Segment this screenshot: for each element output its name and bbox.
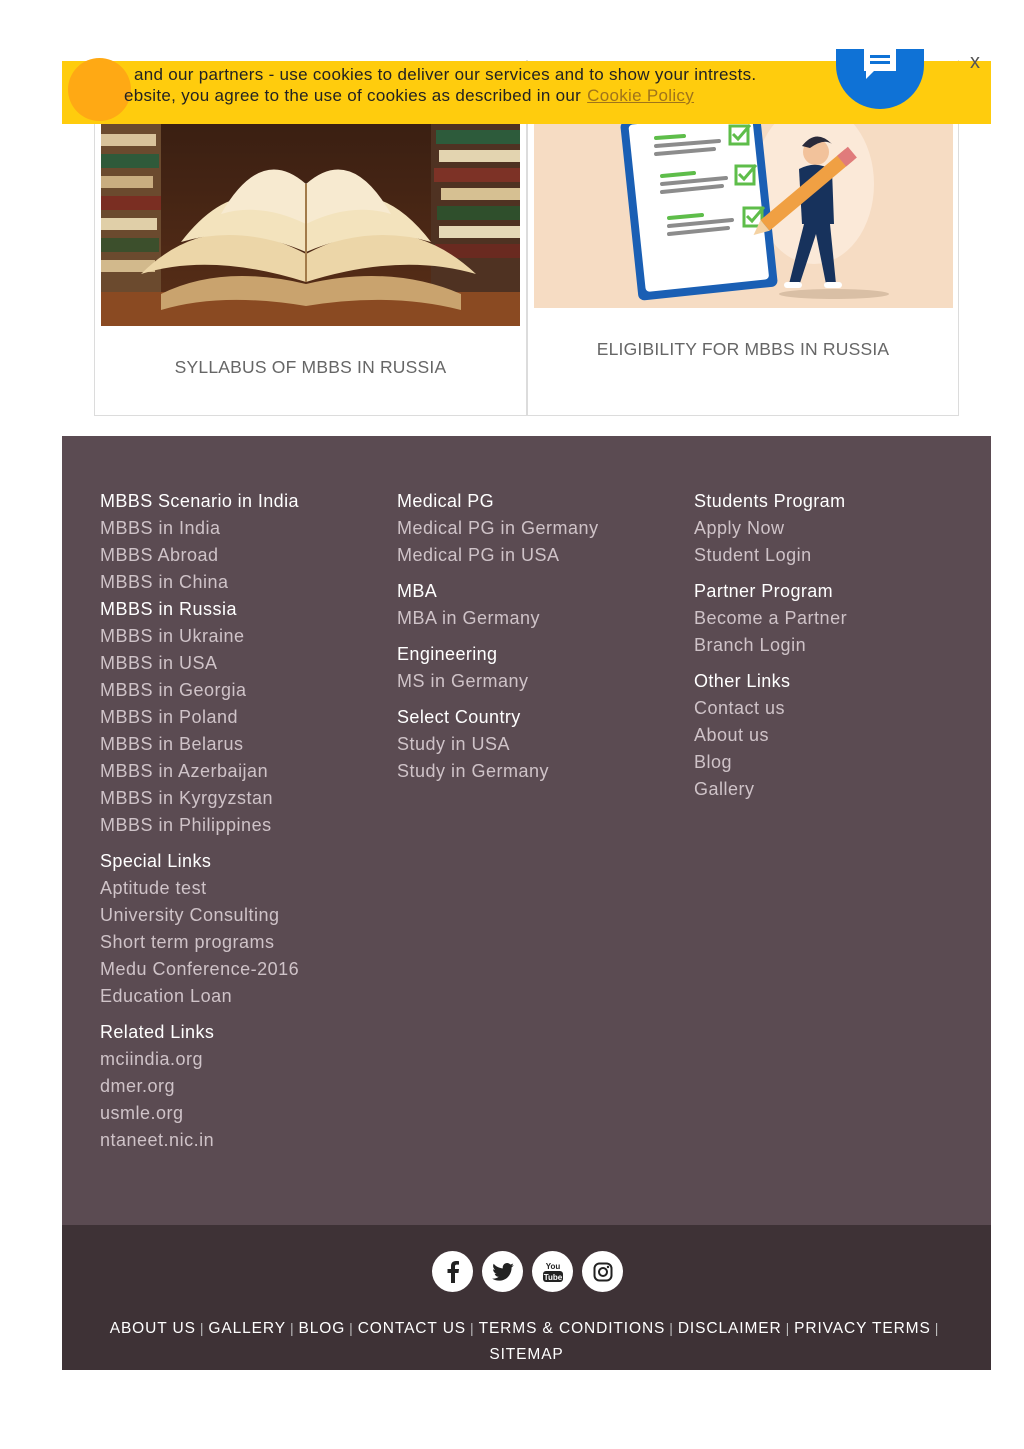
- twitter-icon[interactable]: [482, 1251, 523, 1292]
- footer-links-section: [62, 436, 991, 1225]
- footer-link-mciindia-org[interactable]: mciindia.org: [100, 1049, 204, 1069]
- separator: |: [199, 1320, 205, 1336]
- separator: |: [785, 1320, 791, 1336]
- books-image[interactable]: [101, 124, 520, 326]
- bottom-nav: [62, 1315, 991, 1368]
- footer-link-blog[interactable]: Blog: [694, 752, 733, 772]
- footer-link-mbbs-in-kyrgyzstan[interactable]: MBBS in Kyrgyzstan: [100, 788, 274, 808]
- footer-heading-other-links: Other Links: [694, 671, 791, 691]
- blog-link[interactable]: BLOG: [298, 1320, 346, 1337]
- footer-heading-special-links: Special Links: [100, 851, 212, 871]
- social-links: [432, 1251, 623, 1292]
- cookie-badge-icon: [68, 58, 131, 121]
- bottom-nav-row-1: [62, 1315, 991, 1342]
- footer-link-mbbs-in-russia[interactable]: MBBS in Russia: [100, 599, 238, 619]
- separator: |: [934, 1320, 940, 1336]
- footer-link-mbbs-in-usa[interactable]: MBBS in USA: [100, 653, 218, 673]
- footer-link-gallery[interactable]: Gallery: [694, 779, 755, 799]
- footer-link-apply-now[interactable]: Apply Now: [694, 518, 785, 538]
- footer-column-3: [694, 488, 847, 803]
- eligibility-title[interactable]: ELIGIBILITY FOR MBBS IN RUSSIA: [596, 339, 890, 359]
- footer-link-mbbs-in-india[interactable]: MBBS in India: [100, 518, 221, 538]
- separator: |: [470, 1320, 475, 1336]
- footer-heading-medical-pg: Medical PG: [397, 491, 495, 511]
- gallery-link[interactable]: GALLERY: [208, 1320, 286, 1337]
- separator: |: [349, 1320, 354, 1336]
- facebook-icon[interactable]: [432, 1251, 473, 1292]
- footer-column-1: [100, 488, 299, 1154]
- footer-link-medu-conference-2016[interactable]: Medu Conference-2016: [100, 959, 300, 979]
- footer-link-short-term-programs[interactable]: Short term programs: [100, 932, 275, 952]
- chat-button[interactable]: [836, 49, 924, 109]
- contact-us-link[interactable]: CONTACT US: [357, 1320, 467, 1337]
- footer-link-mbbs-in-georgia[interactable]: MBBS in Georgia: [100, 680, 247, 700]
- privacy-terms-link[interactable]: PRIVACY TERMS: [794, 1320, 931, 1337]
- separator: |: [289, 1320, 295, 1336]
- footer-link-mbbs-in-azerbaijan[interactable]: MBBS in Azerbaijan: [100, 761, 269, 781]
- chat-icon: [862, 49, 898, 85]
- footer-link-contact-us[interactable]: Contact us: [694, 698, 786, 718]
- footer-link-medical-pg-in-germany[interactable]: Medical PG in Germany: [397, 518, 599, 538]
- cookie-line-2-text: ebsite, you agree to the use of cookies as described in our: [124, 86, 582, 105]
- instagram-icon[interactable]: [582, 1251, 623, 1292]
- footer-link-become-a-partner[interactable]: Become a Partner: [694, 608, 848, 628]
- footer-link-dmer-org[interactable]: dmer.org: [100, 1076, 176, 1096]
- footer-link-study-in-germany[interactable]: Study in Germany: [397, 761, 550, 781]
- separator: |: [669, 1320, 674, 1336]
- footer-heading-engineering: Engineering: [397, 644, 498, 664]
- footer-link-university-consulting[interactable]: University Consulting: [100, 905, 280, 925]
- footer-heading-related-links: Related Links: [100, 1022, 215, 1042]
- bottom-nav-row-2: [62, 1342, 991, 1368]
- disclaimer-link[interactable]: DISCLAIMER: [677, 1320, 782, 1337]
- footer-link-ms-in-germany[interactable]: MS in Germany: [397, 671, 529, 691]
- about-us-link[interactable]: ABOUT US: [109, 1320, 196, 1337]
- svg-text:You: You: [545, 1261, 560, 1271]
- footer-link-student-login[interactable]: Student Login: [694, 545, 812, 565]
- footer-link-ntaneet-nic-in[interactable]: ntaneet.nic.in: [100, 1130, 215, 1150]
- cookie-line-1: and our partners - use cookies to deliver our services and to show your intrests.: [134, 65, 757, 84]
- cookie-close-button[interactable]: x: [970, 51, 980, 73]
- svg-text:Tube: Tube: [543, 1272, 562, 1282]
- footer-heading-mba: MBA: [397, 581, 438, 601]
- sitemap-link[interactable]: SITEMAP: [489, 1346, 564, 1363]
- cookie-message: [124, 64, 757, 106]
- footer-heading-partner-program: Partner Program: [694, 581, 834, 601]
- footer-heading-mbbs-scenario-in-india: MBBS Scenario in India: [100, 491, 299, 511]
- syllabus-title[interactable]: SYLLABUS OF MBBS IN RUSSIA: [174, 357, 447, 377]
- footer-link-study-in-usa[interactable]: Study in USA: [397, 734, 511, 754]
- footer-bottom-bar: [62, 1225, 991, 1370]
- footer-column-2: [397, 488, 599, 785]
- footer-link-mbbs-in-poland[interactable]: MBBS in Poland: [100, 707, 239, 727]
- checklist-image[interactable]: [534, 124, 953, 308]
- footer-link-mbbs-abroad[interactable]: MBBS Abroad: [100, 545, 219, 565]
- footer-heading-students-program: Students Program: [694, 491, 846, 511]
- footer-link-education-loan[interactable]: Education Loan: [100, 986, 233, 1006]
- footer-link-mbbs-in-belarus[interactable]: MBBS in Belarus: [100, 734, 244, 754]
- footer-link-mba-in-germany[interactable]: MBA in Germany: [397, 608, 541, 628]
- footer-link-medical-pg-in-usa[interactable]: Medical PG in USA: [397, 545, 560, 565]
- terms-link[interactable]: TERMS & CONDITIONS: [478, 1320, 666, 1337]
- cookie-policy-link[interactable]: Cookie Policy: [587, 86, 695, 105]
- footer-link-aptitude-test[interactable]: Aptitude test: [100, 878, 207, 898]
- footer-heading-select-country: Select Country: [397, 707, 521, 727]
- footer-link-mbbs-in-china[interactable]: MBBS in China: [100, 572, 229, 592]
- cookie-line-2: [124, 85, 756, 106]
- footer-link-about-us[interactable]: About us: [694, 725, 770, 745]
- footer-link-mbbs-in-ukraine[interactable]: MBBS in Ukraine: [100, 626, 245, 646]
- cookie-banner: [62, 51, 991, 124]
- footer-link-mbbs-in-philippines[interactable]: MBBS in Philippines: [100, 815, 272, 835]
- youtube-icon[interactable]: [532, 1251, 573, 1292]
- footer-link-usmle-org[interactable]: usmle.org: [100, 1103, 184, 1123]
- footer-link-branch-login[interactable]: Branch Login: [694, 635, 807, 655]
